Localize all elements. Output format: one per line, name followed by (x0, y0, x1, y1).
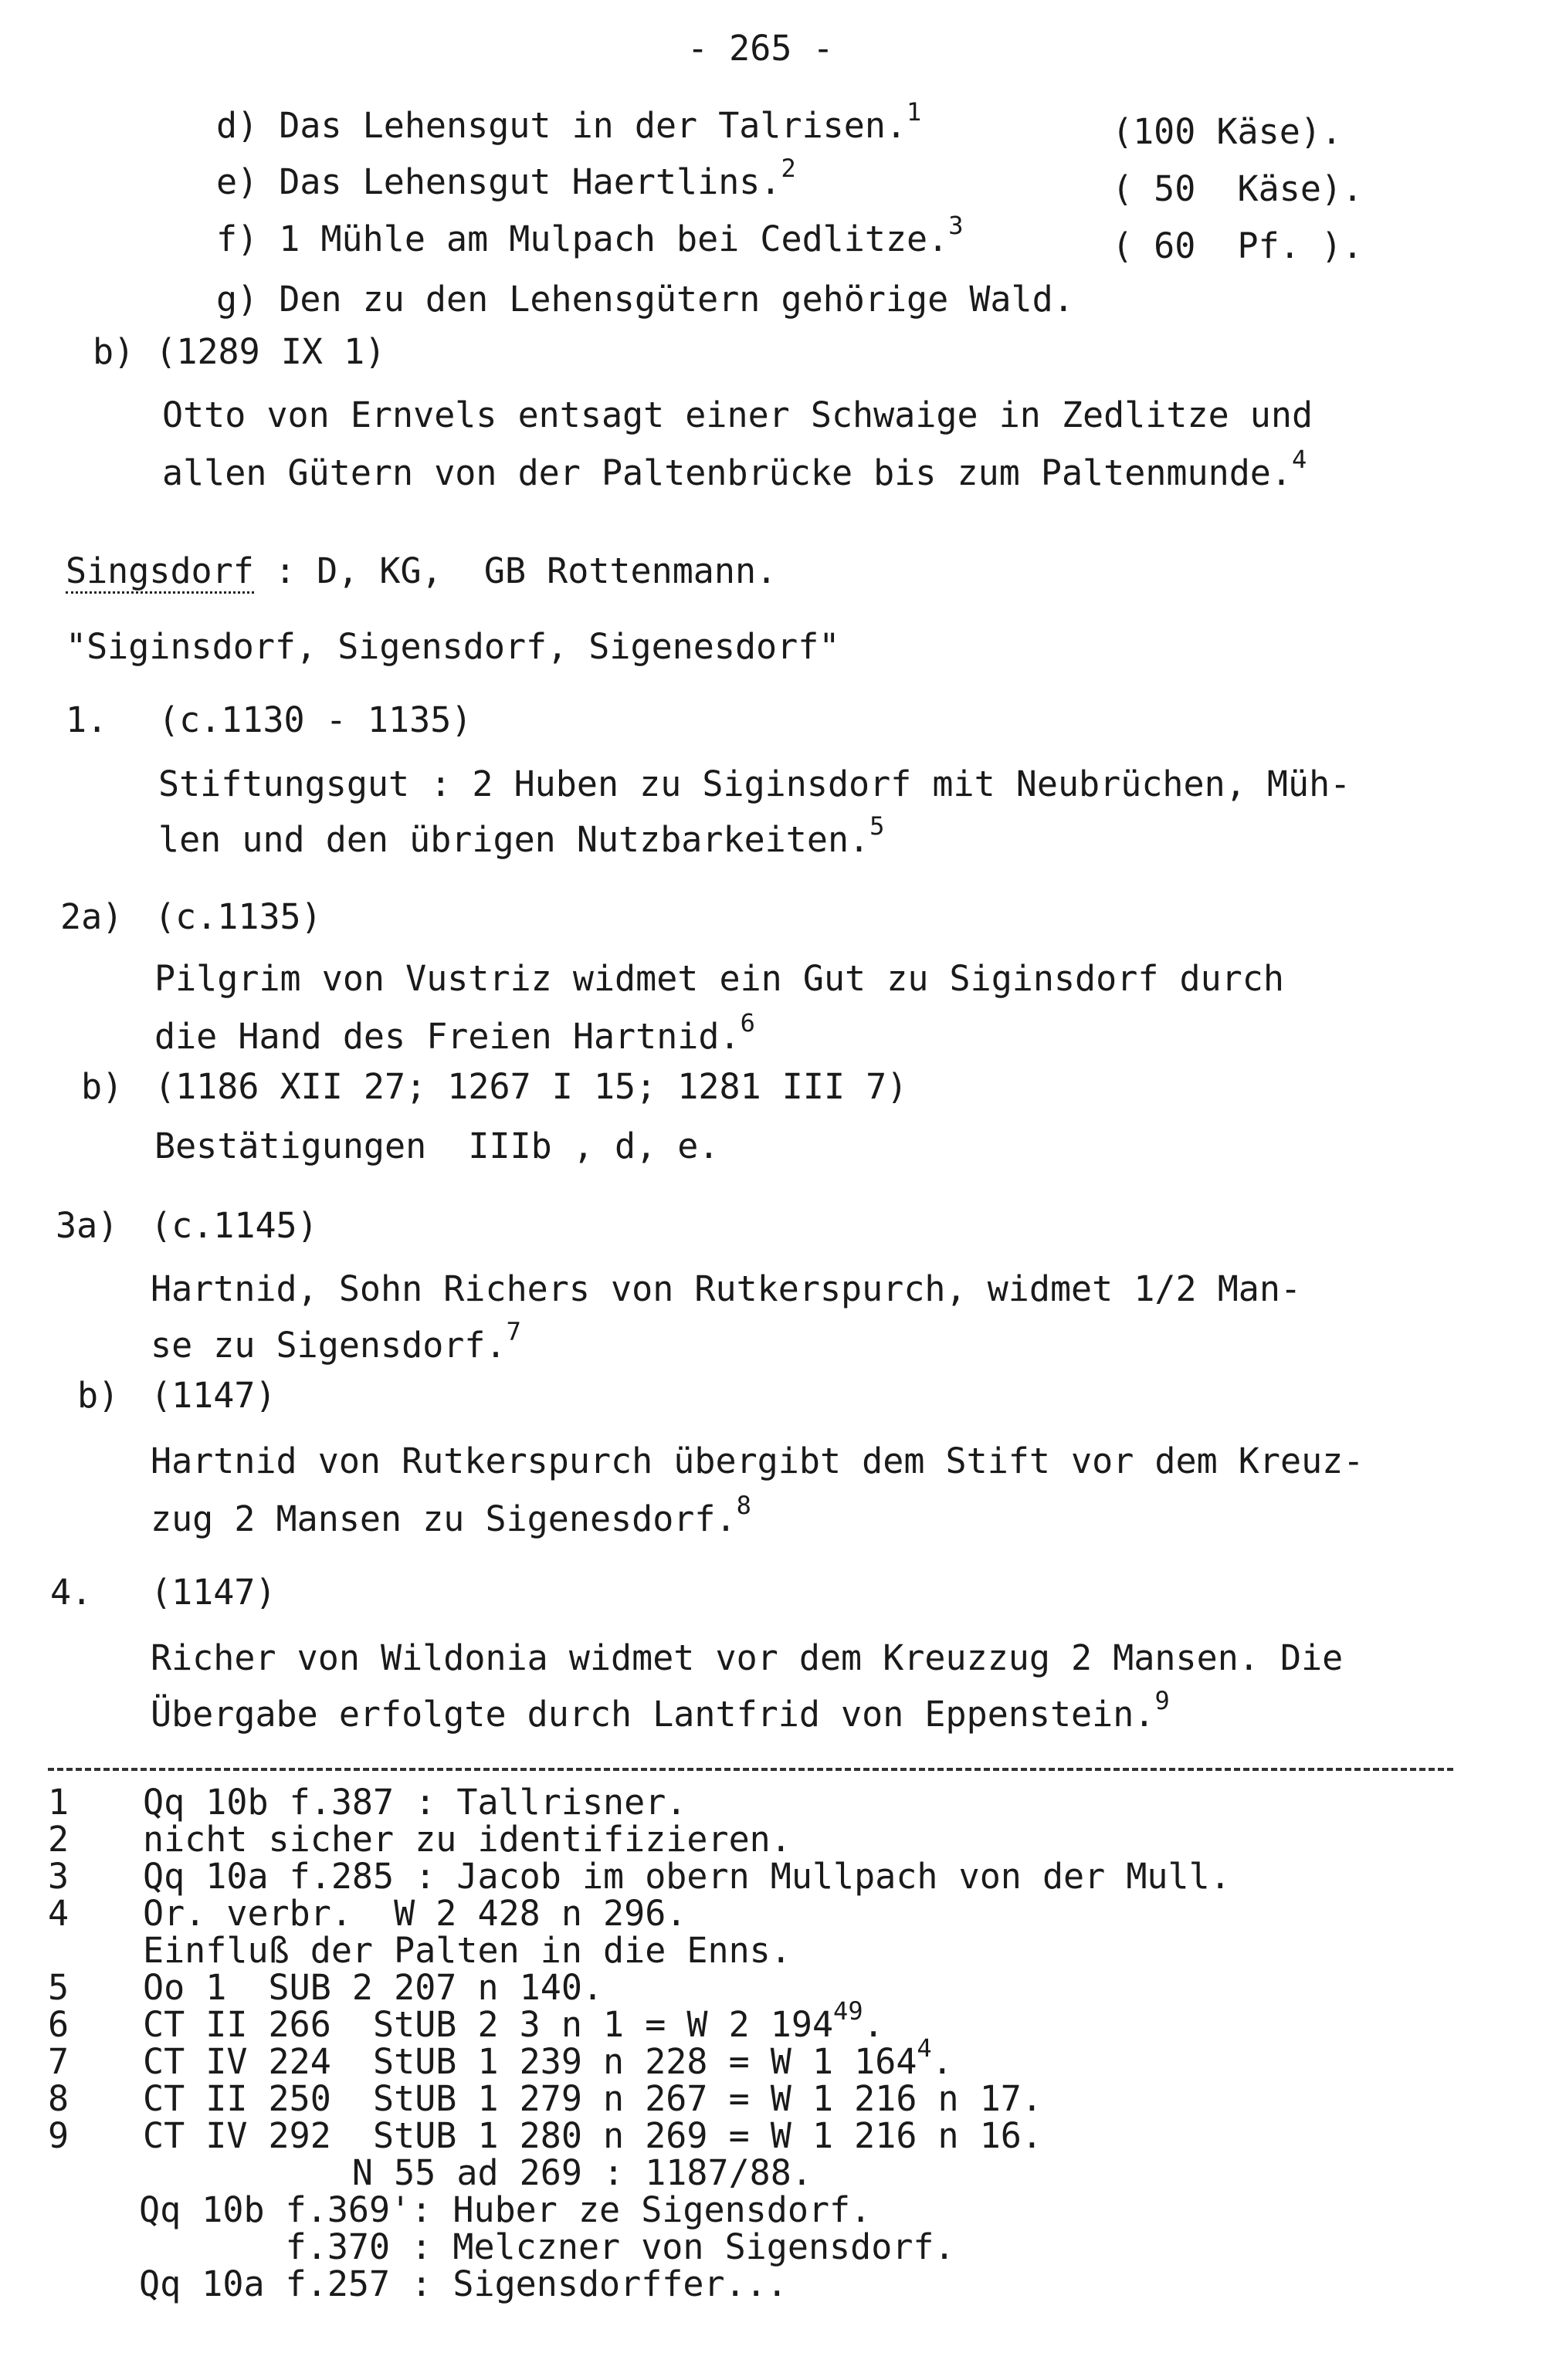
entry-line: Bestätigungen IIIb , d, e. (154, 1126, 720, 1166)
footnote-number: 3 (48, 1856, 69, 1897)
entry-line-text: len und den übrigen Nutzbarkeiten. (158, 819, 870, 860)
footnote-text: N 55 ad 269 : 1187/88. (143, 2152, 812, 2193)
footnote-text: CT IV 292 StUB 1 280 n 269 = W 1 216 n 16. (143, 2115, 1042, 2156)
entry-date: (1186 XII 27; 1267 I 15; 1281 III 7) (154, 1066, 908, 1107)
entry-date: (c.1130 - 1135) (158, 699, 473, 740)
footnote-number: 9 (48, 2115, 69, 2156)
page-number: - 265 - (687, 28, 834, 69)
footnote-number: 7 (48, 2041, 69, 2082)
place-heading (66, 550, 778, 591)
entry-line: Pilgrim von Vustriz widmet ein Gut zu Siginsdorf durch (154, 958, 1284, 999)
entry-line (158, 811, 885, 860)
footnote-text: nicht sicher zu identifizieren. (143, 1819, 791, 1860)
entry-line: Richer von Wildonia widmet vor dem Kreuzzug 2 Mansen. Die (151, 1637, 1344, 1678)
entry-line (154, 1008, 755, 1057)
footnote-text-tail: . (863, 2004, 884, 2045)
footnote-text: CT II 250 StUB 1 279 n 267 = W 1 216 n 17. (143, 2078, 1042, 2119)
footnote-text-tail: . (931, 2041, 953, 2082)
footnote-sup: 4 (917, 2033, 932, 2063)
item-f (216, 211, 964, 259)
entry-label: 2a) (60, 896, 124, 937)
entry-label: 1. (66, 699, 108, 740)
footnote-ref: 9 (1154, 1686, 1170, 1715)
item-d-text: d) Das Lehensgut in der Talrisen. (216, 105, 907, 146)
footnote-text: Qq 10a f.285 : Jacob im obern Mullpach von der Mull. (143, 1856, 1231, 1897)
entry-line-text: se zu Sigensdorf. (151, 1325, 507, 1366)
footnote-text (143, 1996, 884, 2045)
footnote-ref: 6 (740, 1008, 755, 1038)
place-name: Singsdorf (66, 550, 254, 594)
entry-label: 4. (50, 1572, 93, 1613)
entry-b-text (162, 445, 1307, 493)
entry-date: (c.1135) (154, 896, 322, 937)
footnote-ref: 1 (907, 97, 922, 127)
footnote-text (143, 2033, 953, 2082)
footnote-text: Qq 10b f.369': Huber ze Sigensdorf. (139, 2189, 872, 2230)
footnote-ref: 7 (506, 1317, 521, 1346)
footnote-ref: 3 (948, 211, 964, 240)
footnote-text: Oo 1 SUB 2 207 n 140. (143, 1967, 604, 2008)
footnote-separator (48, 1768, 1453, 1771)
item-f-price: ( 60 Pf. ). (1112, 225, 1364, 266)
footnote-number: 5 (48, 1967, 69, 2008)
entry-date: (c.1145) (151, 1205, 318, 1246)
entry-date: (1147) (151, 1375, 276, 1416)
name-variants: "Siginsdorf, Sigensdorf, Sigenesdorf" (66, 626, 840, 667)
footnote-number: 4 (48, 1893, 69, 1934)
footnote-number: 6 (48, 2004, 69, 2045)
entry-b-text-2: allen Gütern von der Paltenbrücke bis zum Paltenmunde. (162, 452, 1292, 493)
footnote-ref: 5 (869, 811, 885, 841)
footnote-ref: 4 (1291, 445, 1307, 474)
item-f-text: f) 1 Mühle am Mulpach bei Cedlitze. (216, 218, 949, 259)
item-e-price: ( 50 Käse). (1112, 168, 1364, 209)
entry-date: (1147) (151, 1572, 276, 1613)
footnote-sup: 49 (833, 1996, 863, 2026)
footnote-text: f.370 : Melczner von Sigensdorf. (139, 2226, 955, 2267)
entry-line-text: die Hand des Freien Hartnid. (154, 1016, 741, 1057)
footnote-text: Qq 10a f.257 : Sigensdorffer... (139, 2263, 788, 2304)
footnote-text: Qq 10b f.387 : Tallrisner. (143, 1782, 687, 1823)
entry-line (151, 1491, 751, 1539)
entry-label: 3a) (56, 1205, 119, 1246)
item-d (216, 97, 922, 146)
entry-label: b) (81, 1066, 124, 1107)
footnote-ref: 8 (736, 1491, 751, 1520)
footnote-number: 2 (48, 1819, 69, 1860)
entry-line (151, 1686, 1170, 1735)
footnote-number: 1 (48, 1782, 69, 1823)
footnote-text-main: CT II 266 StUB 2 3 n 1 = W 2 194 (143, 2004, 834, 2045)
footnote-text: Einfluß der Palten in die Enns. (143, 1930, 791, 1971)
footnote-text-main: CT IV 224 StUB 1 239 n 228 = W 1 164 (143, 2041, 917, 2082)
entry-line-text: zug 2 Mansen zu Sigenesdorf. (151, 1498, 737, 1539)
footnote-number: 8 (48, 2078, 69, 2119)
footnote-text: Or. verbr. W 2 428 n 296. (143, 1893, 687, 1934)
entry-line (151, 1317, 521, 1366)
item-d-price: (100 Käse). (1112, 111, 1343, 152)
entry-b-text: Otto von Ernvels entsagt einer Schwaige in Zedlitze und (162, 394, 1313, 435)
entry-label: b) (77, 1375, 120, 1416)
entry-line: Hartnid, Sohn Richers von Rutkerspurch, widmet 1/2 Man- (151, 1268, 1302, 1309)
place-info: : D, KG, GB Rottenmann. (253, 550, 778, 591)
item-e (216, 154, 796, 202)
entry-b-date: b) (1289 IX 1) (93, 331, 386, 372)
item-e-text: e) Das Lehensgut Haertlins. (216, 161, 781, 202)
footnote-ref: 2 (781, 154, 796, 183)
entry-line: Hartnid von Rutkerspurch übergibt dem Stift vor dem Kreuz- (151, 1441, 1364, 1481)
item-g: g) Den zu den Lehensgütern gehörige Wald. (216, 279, 1074, 320)
entry-line: Stiftungsgut : 2 Huben zu Siginsdorf mit Neubrüchen, Müh- (158, 763, 1351, 804)
entry-line-text: Übergabe erfolgte durch Lantfrid von Eppenstein. (151, 1694, 1155, 1735)
